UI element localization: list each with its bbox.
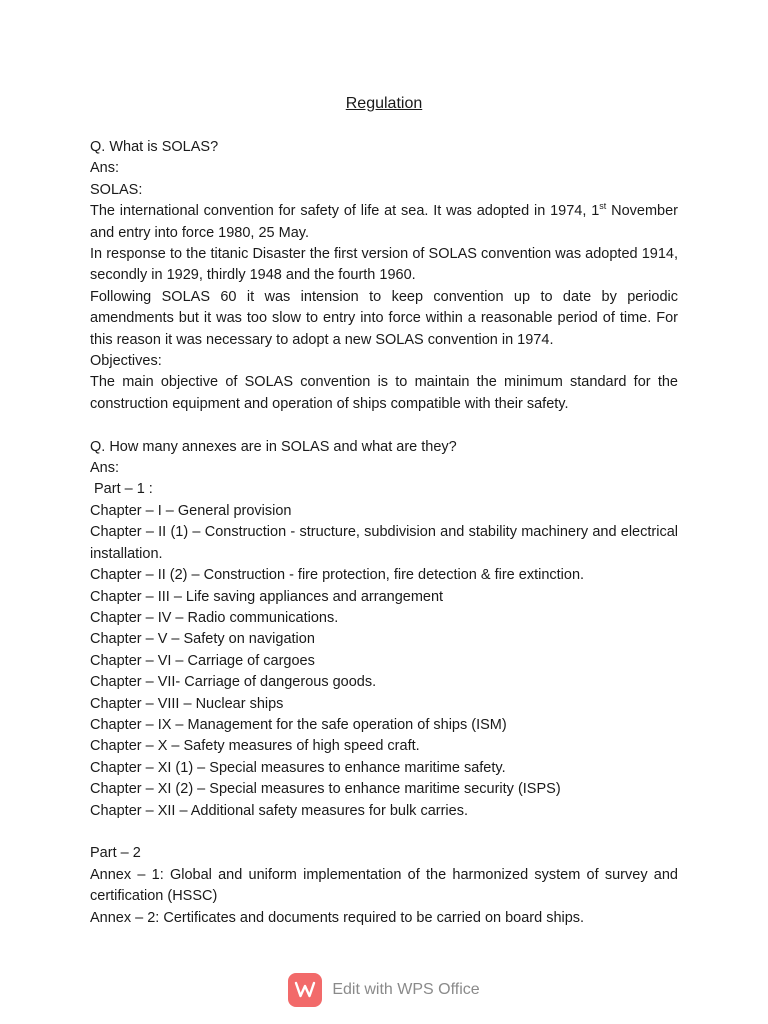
- document-body: [90, 137, 678, 929]
- paragraph-1-sup: st: [599, 201, 607, 212]
- chapter-item: Chapter – X – Safety measures of high speed craft.: [90, 738, 420, 755]
- chapter-item: Chapter – II (1) – Construction - structure, subdivision and stability machinery and electrical installation.: [90, 524, 678, 562]
- answer-label-2: Ans:: [90, 460, 120, 477]
- annex-item: Annex – 1: Global and uniform implementation of the harmonized system of survey and certification (HSSC): [90, 866, 678, 905]
- wps-edit-link[interactable]: Edit with WPS Office: [332, 981, 480, 998]
- objectives-label: Objectives:: [90, 353, 162, 370]
- chapter-item: Chapter – I – General provision: [90, 502, 292, 519]
- paragraph-1-part-a: The international convention for safety of life at sea. It was adopted in 1974, 1: [90, 203, 600, 220]
- chapter-item: Chapter – VIII – Nuclear ships: [90, 695, 284, 712]
- page-title: Regulation: [345, 95, 423, 112]
- paragraph-1: [90, 201, 678, 244]
- chapter-item: Chapter – II (2) – Construction - fire protection, fire detection & fire extinction.: [90, 567, 585, 584]
- chapter-item: Chapter – IX – Management for the safe operation of ships (ISM): [90, 716, 507, 733]
- part-2-label: Part – 2: [90, 845, 141, 862]
- question-1: Q. What is SOLAS?: [90, 139, 219, 155]
- chapter-item: Chapter – V – Safety on navigation: [90, 631, 315, 648]
- chapter-item: Chapter – XI (2) – Special measures to enhance maritime security (ISPS): [90, 781, 561, 798]
- part-1-label: Part – 1 :: [94, 481, 153, 498]
- paragraph-4: The main objective of SOLAS convention is to maintain the minimum standard for the construction equipment and operation of ships compatible with their safety.: [90, 374, 678, 412]
- wps-footer[interactable]: [0, 972, 768, 1008]
- paragraph-1-part-b: November and entry into force 1980, 25 May.: [90, 203, 678, 241]
- chapter-item: Chapter – III – Life saving appliances and arrangement: [90, 588, 444, 605]
- paragraph-2: In response to the titanic Disaster the first version of SOLAS convention was adopted 1914, secondly in 1929, thirdly 1948 and the fourth 1960.: [90, 246, 678, 284]
- spacer: [90, 822, 678, 843]
- solas-heading: SOLAS:: [90, 181, 143, 198]
- answer-label-1: Ans:: [90, 160, 120, 177]
- wps-w-glyph-icon: [294, 981, 316, 999]
- chapter-item: Chapter – XI (1) – Special measures to enhance maritime safety.: [90, 759, 506, 776]
- chapter-item: Chapter – IV – Radio communications.: [90, 609, 339, 626]
- wps-logo-icon[interactable]: [288, 973, 322, 1007]
- annex-item: Annex – 2: Certificates and documents required to be carried on board ships.: [90, 909, 585, 926]
- spacer: [90, 415, 678, 436]
- question-2: Q. How many annexes are in SOLAS and what are they?: [90, 438, 457, 455]
- chapter-item: Chapter – VI – Carriage of cargoes: [90, 652, 315, 669]
- paragraph-3: Following SOLAS 60 it was intension to keep convention up to date by periodic amendments but it was too slow to entry into force within a reasonable period of time. For this reason it was necessary to adopt a new SOLAS convention in 1974.: [90, 288, 678, 348]
- chapter-item: Chapter – VII- Carriage of dangerous goods.: [90, 674, 377, 691]
- chapter-item: Chapter – XII – Additional safety measures for bulk carries.: [90, 802, 468, 819]
